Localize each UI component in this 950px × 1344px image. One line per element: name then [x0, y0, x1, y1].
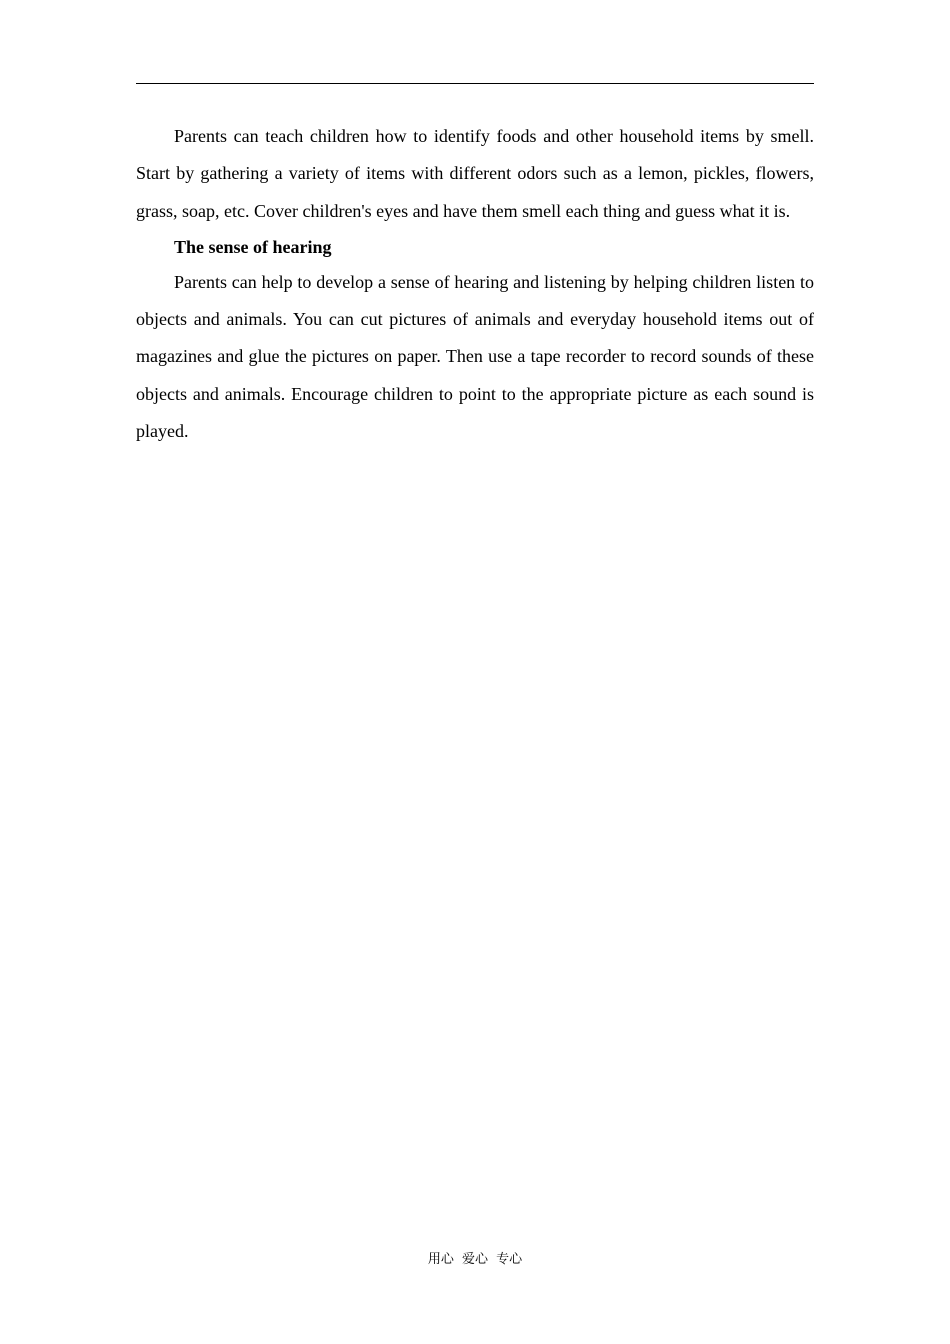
page-body	[136, 118, 814, 450]
paragraph-smell: Parents can teach children how to identify foods and other household items by smell. Start by gathering a variety of items with different odors such as a lemon, pickles, flowers, grass, soap, etc. Cover children's eyes and have them smell each thing and guess what it is.	[136, 126, 814, 221]
paragraph-hearing: Parents can help to develop a sense of hearing and listening by helping children listen to objects and animals. You can cut pictures of animals and everyday household items out of magazines and glue the pictures on paper. Then use a tape recorder to record sounds of these objects and animals. Encourage children to point to the appropriate picture as each sound is played.	[136, 271, 814, 442]
heading-sense-of-hearing: The sense of hearing	[174, 236, 332, 257]
header-rule	[136, 83, 814, 84]
page-footer: 用心 爱心 专心	[427, 1252, 523, 1267]
